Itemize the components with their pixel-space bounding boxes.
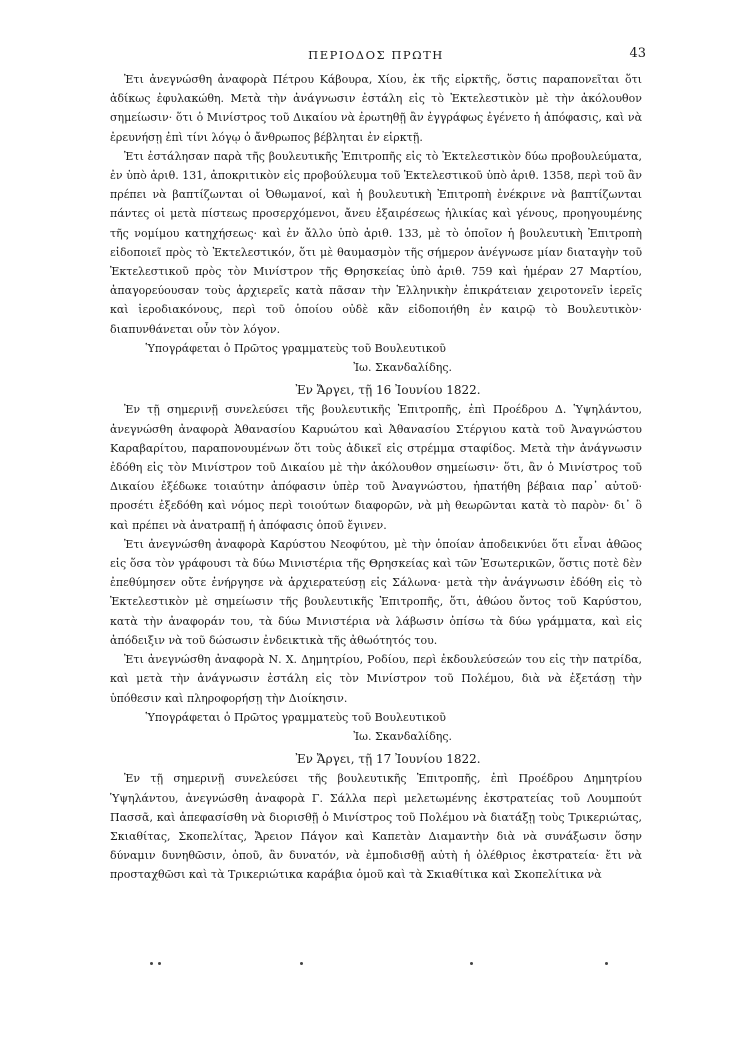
paragraph: Ἐτι ἀνεγνώσθη ἀναφορὰ Καρύστου Νεοφύτου, μὲ τὴν ὁποίαν ἀποδεικνύει ὅτι εἶναι ἀθῶος εἰς ὅσα τὸν γράφουσι τὰ δύω Μινιστέρια τῆς Θρησκείας καὶ τῶν Ἐσωτερικῶν, ὅστις ποτὲ δὲν ἐπεθύμησεν οὔτε ἐνήργησε νὰ ἀρχιερατεύσῃ εἰς Σάλωνα· μετὰ τὴν ἀνάγνωσιν ἐδόθη εἰς τὸ Ἐκτελεστικὸν μὲ σημείωσιν τῆς βουλευτικῆς Ἐπιτροπῆς, ὅτι, ἀθώου ὄντος τοῦ Καρύστου, κατὰ τὴν ἀναφοράν του, τὰ δύω Μινιστέρια νὰ λάβωσιν ὀπίσω τὰ δύω γράμματα, καὶ εἰς ἀπόδειξιν νὰ τοῦ δώσωσιν ἐνδεικτικὰ τῆς ἀθωότητός του. [110, 537, 642, 647]
paragraph: Ἐτι ἀνεγνώσθη ἀναφορὰ Ν. Χ. Δημητρίου, Ροδίου, περὶ ἐκδουλεύσεών του εἰς τὴν πατρίδα, καὶ μετὰ τὴν ἀνάγνωσιν ἐστάλη εἰς τὸν Μινίστρον τοῦ Πολέμου, διὰ νὰ ἐξετάσῃ τὴν ὑπόθεσιν καὶ πληροφορήσῃ τὴν Διοίκησιν. [110, 653, 642, 705]
paragraph: Ἐν τῇ σημερινῇ συνελεύσει τῆς βουλευτικῆς Ἐπιτροπῆς, ἐπὶ Προέδρου Δημητρίου Ὑψηλάντου, ἀνεγνώσθη ἀναφορὰ Γ. Σάλλα περὶ μελετωμένης ἐκστρατείας τοῦ Λουμπούτ Πασσᾶ, καὶ ἀπεφασίσθη νὰ διορισθῇ ὁ Μινίστρος τοῦ Πολέμου νὰ διατάξῃ τοὺς Τρικεριώτας, Σκιαθίτας, Σκοπελίτας, Ἄρειον Πάγον καὶ Καπετὰν Διαμαντὴν διὰ νὰ συνάξωσιν ὅσην δύναμιν δυνηθῶσιν, ὁποῦ, ἂν δυνατόν, νὰ ἐμποδισθῇ αὐτὴ ἡ ὀλέθριος ἐκστρατεία· ἔτι νὰ προσταχθῶσι καὶ τὰ Τρικεριώτικα καράβια ὁμοῦ καὶ τὰ Σκιαθίτικα καὶ Σκοπελίτικα νὰ [110, 772, 642, 882]
signature-line: Ὑπογράφεται ὁ Πρῶτος γραμματεὺς τοῦ Βουλευτικοῦ [145, 341, 446, 355]
body-text [110, 70, 642, 885]
scan-dot [150, 962, 153, 965]
scan-dot [605, 962, 608, 965]
paragraph: Ἐτι ἀνεγνώσθη ἀναφορὰ Πέτρου Κάβουρα, Χίου, ἐκ τῆς εἱρκτῆς, ὅστις παραπονεῖται ὅτι ἀδίκως ἐφυλακώθη. Μετὰ τὴν ἀνάγνωσιν ἐστάλη εἰς τὸ Ἐκτελεστικὸν μὲ τὴν ἀκόλουθον σημείωσιν· ὅτι ὁ Μινίστρος τοῦ Δικαίου νὰ ἐρωτηθῇ ἂν ἐγγράφως ἐγένετο ἡ ἀπόφασις, καὶ νὰ ἐρευνήσῃ ἐπὶ τίνι λόγῳ ὁ ἄνθρωπος βέβληται ἐν εἱρκτῇ. [110, 73, 642, 144]
paragraph: Ἐτι ἐστάλησαν παρὰ τῆς βουλευτικῆς Ἐπιτροπῆς εἰς τὸ Ἐκτελεστικὸν δύω προβουλεύματα, ἐν ὑπὸ ἀριθ. 131, ἀποκριτικὸν εἰς προβούλευμα τοῦ Ἐκτελεστικοῦ ὑπὸ ἀριθ. 1358, περὶ τοῦ ἂν πρέπει νὰ βαπτίζωνται οἱ Ὀθωμανοί, καὶ ἡ βουλευτικὴ Ἐπιτροπὴ ἐνέκρινε νὰ βαπτίζωνται πάντες οἱ μετὰ πίστεως προσερχόμενοι, ἄνευ ἐξαιρέσεως ἡλικίας καὶ γένους, προηγουμένης τῆς νομίμου κατηχήσεως· καὶ ἐν ἄλλο ὑπὸ ἀριθ. 133, μὲ τὸ ὁποῖον ἡ βουλευτικὴ Ἐπιτροπὴ εἰδοποιεῖ πρὸς τὸ Ἐκτελεστικόν, ὅτι μὲ θαυμασμὸν τῆς σήμερον ἀνέγνωσε μίαν διαταγὴν τοῦ Ἐκτελεστικοῦ πρὸς τὸν Μινίστρον τῆς Θρησκείας ὑπὸ ἀριθ. 759 καὶ ἡμέραν 27 Μαρτίου, ἀπαγορεύουσαν τοὺς ἀρχιερεῖς κατὰ πᾶσαν τὴν Ἑλληνικὴν ἐπικράτειαν χειροτονεῖν ἱερεῖς καὶ ἱεροδιακόνους, περὶ τοῦ ὁποίου οὐδὲ κἂν εἰδοποιήθη ἐν καιρῷ τὸ Βουλευτικὸν· διαπυνθάνεται οὖν τὸν λόγον. [110, 149, 642, 336]
scan-dot [158, 962, 161, 965]
paragraph: Ἐν τῇ σημερινῇ συνελεύσει τῆς βουλευτικῆς Ἐπιτροπῆς, ἐπὶ Προέδρου Δ. Ὑψηλάντου, ἀνεγνώσθη ἀναφορὰ Ἀθανασίου Καρυώτου καὶ Ἀθανασίου Στέργιου κατὰ τοῦ Ἀναγνώστου Καραβαρίτου, παραπονουμένων ὅτι τοὺς ἀδικεῖ εἰς στρέμμα σταφίδος. Μετὰ τὴν ἀνάγνωσιν ἐδόθη εἰς τὸν Μινίστρον τοῦ Δικαίου μὲ τὴν ἀκόλουθον σημείωσιν· ὅτι, ἂν ὁ Μινίστρος τοῦ Δικαίου ἐξέδωκε τοιαύτην ἀπόφασιν ὑπὲρ τοῦ Ἀναγνώστου, ἠπατήθη βέβαια παρ᾽ αὐτοῦ· προσέτι ἐξεδόθη καὶ νόμος περὶ τοιούτων διαφορῶν, νὰ μὴ θεωρῶνται κατὰ τὸ παρὸν· δι᾽ ὃ καὶ πρέπει νὰ ἀνατραπῇ ἡ ἀπόφασις ὁποῦ ἔγινεν. [110, 403, 642, 532]
scan-artifact-marks [150, 962, 620, 968]
scan-dot [300, 962, 303, 965]
scan-dot [470, 962, 473, 965]
signature-name: Ἰω. Σκανδαλίδης. [353, 361, 452, 375]
running-header [106, 48, 646, 66]
page-number: 43 [629, 46, 646, 61]
signature-line: Ὑπογράφεται ὁ Πρῶτος γραμματεὺς τοῦ Βουλευτικοῦ [145, 710, 446, 724]
session-heading: Ἐν Ἄργει, τῇ 16 Ἰουνίου 1822. [295, 383, 481, 398]
running-title: ΠΕΡΙΟΔΟΣ ΠΡΩΤΗ [308, 48, 444, 62]
session-heading: Ἐν Ἄργει, τῇ 17 Ἰουνίου 1822. [295, 752, 481, 767]
signature-name: Ἰω. Σκανδαλίδης. [353, 729, 452, 743]
